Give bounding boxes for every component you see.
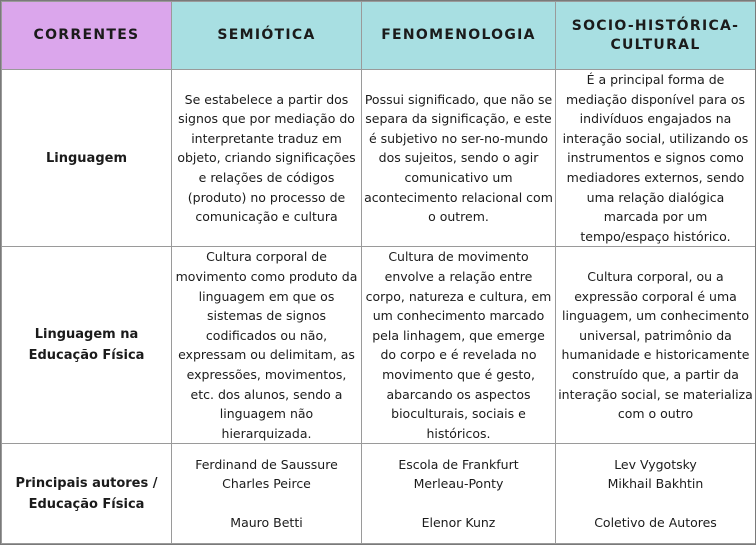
cell-fenomenologia-linguagem: Possui significado, que não se separa da significação, e este é subjetivo no ser-no-mundo dos sujeitos, sendo o agir comunicativo um acontecimento relacional com o outrem. — [362, 70, 556, 247]
comparison-table — [1, 1, 756, 544]
row-label-linguagem: Linguagem — [2, 70, 172, 247]
row-label-linguagem-educacao-fisica: Linguagem na Educação Física — [2, 247, 172, 444]
header-socio-historica-cultural: SOCIO-HISTÓRICA-CULTURAL — [556, 2, 756, 70]
cell-socio-autores: Lev Vygotsky Mikhail Bakhtin Coletivo de Autores — [556, 444, 756, 544]
table-row — [2, 247, 756, 444]
header-correntes: CORRENTES — [2, 2, 172, 70]
row-label-principais-autores: Principais autores / Educação Física — [2, 444, 172, 544]
cell-socio-educacao-fisica: Cultura corporal, ou a expressão corporal é uma linguagem, um conhecimento universal, patrimônio da humanidade e historicamente construído que, a partir da interação social, se materializa com o outro — [556, 247, 756, 444]
table-row — [2, 444, 756, 544]
header-row — [2, 2, 756, 70]
cell-fenomenologia-autores: Escola de Frankfurt Merleau-Ponty Elenor Kunz — [362, 444, 556, 544]
table-row — [2, 70, 756, 247]
header-fenomenologia: FENOMENOLOGIA — [362, 2, 556, 70]
cell-semiotica-educacao-fisica: Cultura corporal de movimento como produto da linguagem em que os sistemas de signos codificados ou não, expressam ou delimitam, as expressões, movimentos, etc. dos alunos, sendo a linguagem não hierarquizada. — [172, 247, 362, 444]
cell-socio-linguagem: É a principal forma de mediação disponível para os indivíduos engajados na interação social, utilizando os instrumentos e signos como mediadores externos, sendo uma relação dialógica marcada por um tempo/espaço histórico. — [556, 70, 756, 247]
cell-fenomenologia-educacao-fisica: Cultura de movimento envolve a relação entre corpo, natureza e cultura, em um conhecimento marcado pela linhagem, que emerge do corpo e é revelada no movimento que é gesto, abarcando os aspectos bioculturais, sociais e históricos. — [362, 247, 556, 444]
cell-semiotica-autores: Ferdinand de Saussure Charles Peirce Mauro Betti — [172, 444, 362, 544]
cell-semiotica-linguagem: Se estabelece a partir dos signos que por mediação do interpretante traduz em objeto, criando significações e relações de códigos (produto) no processo de comunicação e cultura — [172, 70, 362, 247]
header-semiotica: SEMIÓTICA — [172, 2, 362, 70]
